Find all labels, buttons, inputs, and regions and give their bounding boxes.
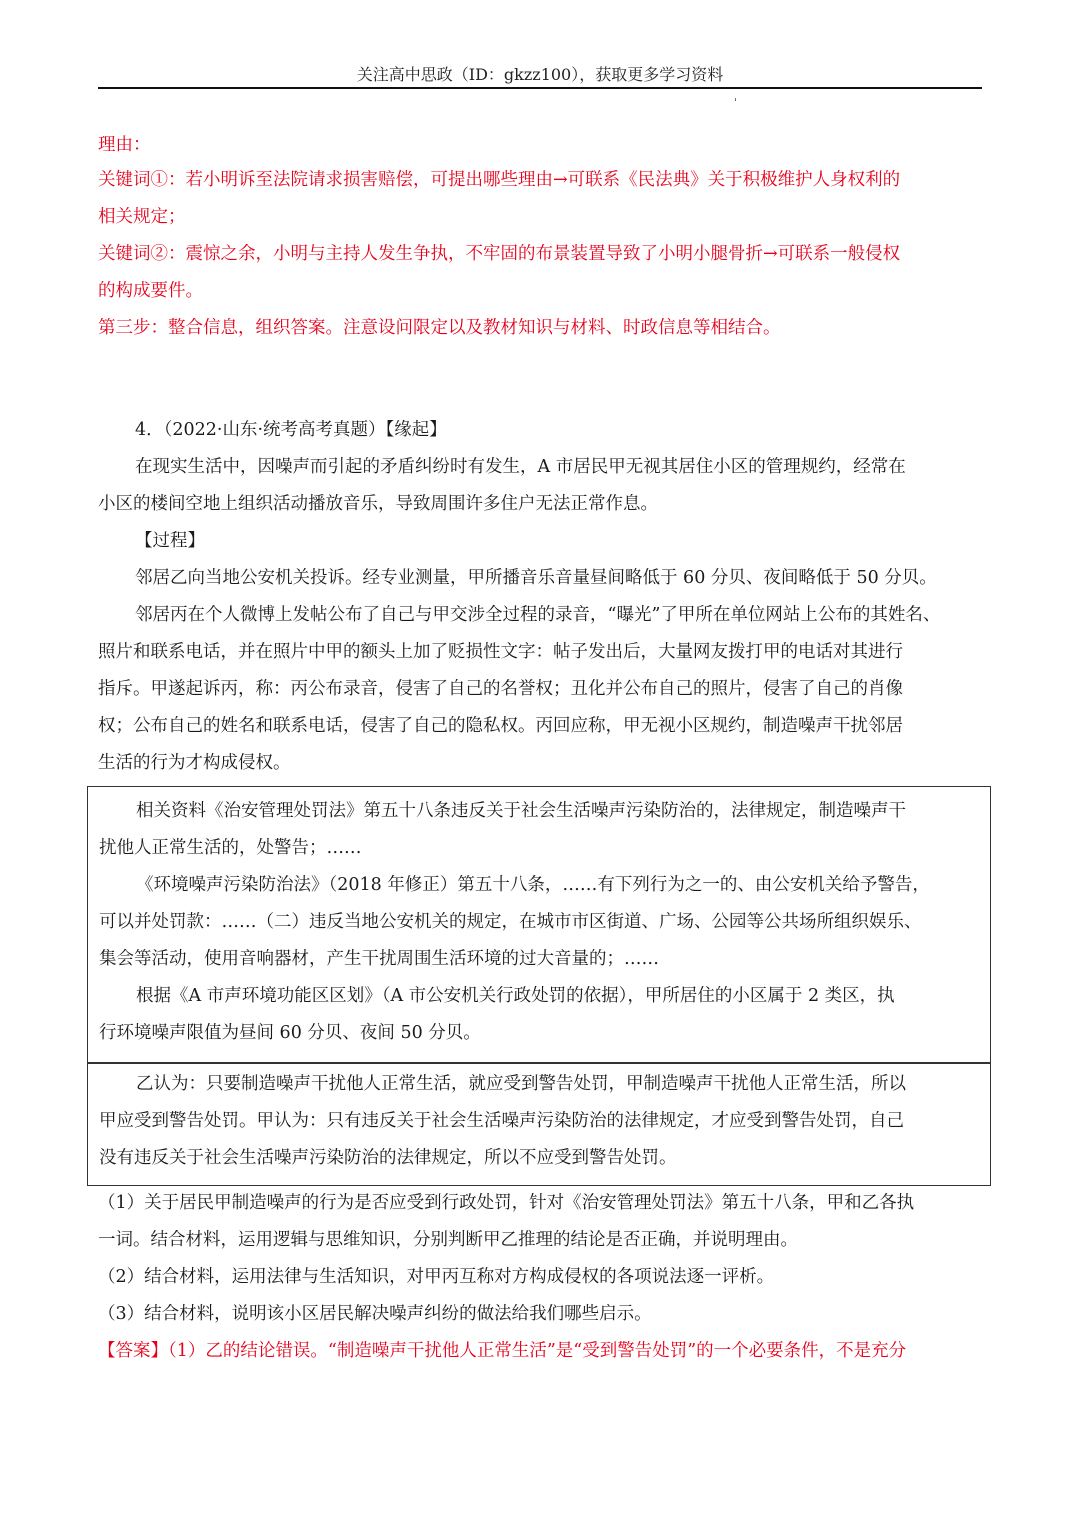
analysis-line: 相关规定； [98, 207, 186, 227]
box-line: 乙认为：只要制造噪声干扰他人正常生活，就应受到警告处罚，甲制造噪声干扰他人正常生活，所以 [136, 1074, 906, 1094]
sub-question-line: （3）结合材料，说明该小区居民解决噪声纠纷的做法给我们哪些启示。 [98, 1304, 652, 1324]
box-line: 行环境噪声限值为昼间 60 分贝、夜间 50 分贝。 [99, 1023, 481, 1043]
analysis-line: 关键词①：若小明诉至法院请求损害赔偿，可提出哪些理由→可联系《民法典》关于积极维护人身权利的 [98, 170, 901, 190]
analysis-line: 的构成要件。 [98, 281, 203, 301]
header-text: 关注高中思政（ID：gkzz100），获取更多学习资料 [356, 65, 724, 84]
process-line: 指斥。甲遂起诉丙，称：丙公布录音，侵害了自己的名誉权；丑化并公布自己的照片，侵害了自己的肖像 [98, 679, 903, 699]
analysis-line: 第三步：整合信息，组织答案。注意设问限定以及教材知识与材料、时政信息等相结合。 [98, 318, 781, 338]
box-line: 没有违反关于社会生活噪声污染防治的法律规定，所以不应受到警告处罚。 [99, 1148, 677, 1168]
header-rule [98, 87, 982, 89]
analysis-line: 理由： [98, 135, 151, 155]
process-title: 【过程】 [135, 531, 205, 551]
box-line: 扰他人正常生活的，处警告；…… [99, 838, 362, 858]
box-line: 《环境噪声污染防治法》（2018 年修正）第五十八条，……有下列行为之一的、由公安机关给予警告， [136, 875, 930, 895]
sub-question-line: 一词。结合材料，运用逻辑与思维知识，分别判断甲乙推理的结论是否正确，并说明理由。 [98, 1230, 798, 1250]
origin-line: 在现实生活中，因噪声而引起的矛盾纠纷时有发生，A 市居民甲无视其居住小区的管理规约，经常在 [135, 457, 906, 477]
box-line: 甲应受到警告处罚。甲认为：只有违反关于社会生活噪声污染防治的法律规定，才应受到警告处罚，自己 [99, 1111, 904, 1131]
sub-question-line: （1）关于居民甲制造噪声的行为是否应受到行政处罚，针对《治安管理处罚法》第五十八条，甲和乙各执 [98, 1193, 915, 1213]
process-line: 照片和联系电话，并在照片中甲的额头上加了贬损性文字：帖子发出后，大量网友拨打甲的电话对其进行 [98, 642, 903, 662]
opinion-box [87, 1062, 991, 1186]
box-line: 根据《A 市声环境功能区区划》（A 市公安机关行政处罚的依据），甲所居住的小区属于 2 类区，执 [136, 986, 895, 1006]
box-line: 集会等活动，使用音响器材，产生干扰周围生活环境的过大音量的；…… [99, 949, 659, 969]
analysis-line: 关键词②：震惊之余，小明与主持人发生争执，不牢固的布景装置导致了小明小腿骨折→可联系一般侵权 [98, 244, 901, 264]
process-line: 权；公布自己的姓名和联系电话，侵害了自己的隐私权。丙回应称，甲无视小区规约，制造噪声干扰邻居 [98, 716, 903, 736]
answer-tag: 【答案】 [98, 1341, 168, 1361]
sub-question-line: （2）结合材料，运用法律与生活知识，对甲丙互称对方构成侵权的各项说法逐一评析。 [98, 1267, 775, 1287]
reference-material-box [87, 786, 991, 1064]
answer-line [98, 1333, 906, 1370]
box-line: 可以并处罚款：……（二）违反当地公安机关的规定，在城市市区街道、广场、公园等公共场所组织娱乐、 [99, 912, 922, 932]
origin-line: 小区的楼间空地上组织活动播放音乐，导致周围许多住户无法正常作息。 [98, 494, 658, 514]
answer-text: （1）乙的结论错误。“制造噪声干扰他人正常生活”是“受到警告处罚”的一个必要条件，不是充分 [168, 1341, 907, 1361]
process-line: 生活的行为才构成侵权。 [98, 753, 291, 773]
box-line: 相关资料《治安管理处罚法》第五十八条违反关于社会生活噪声污染防治的，法律规定，制造噪声干 [136, 801, 906, 821]
process-line: 邻居乙向当地公安机关投诉。经专业测量，甲所播音乐音量昼间略低于 60 分贝、夜间略低于 50 分贝。 [135, 568, 937, 588]
header-mark: ' [734, 96, 738, 109]
question-title: 4．（2022·山东·统考高考真题）【缘起】 [135, 420, 447, 440]
process-line: 邻居丙在个人微博上发帖公布了自己与甲交涉全过程的录音，“曝光”了甲所在单位网站上公布的其姓名、 [135, 605, 941, 625]
